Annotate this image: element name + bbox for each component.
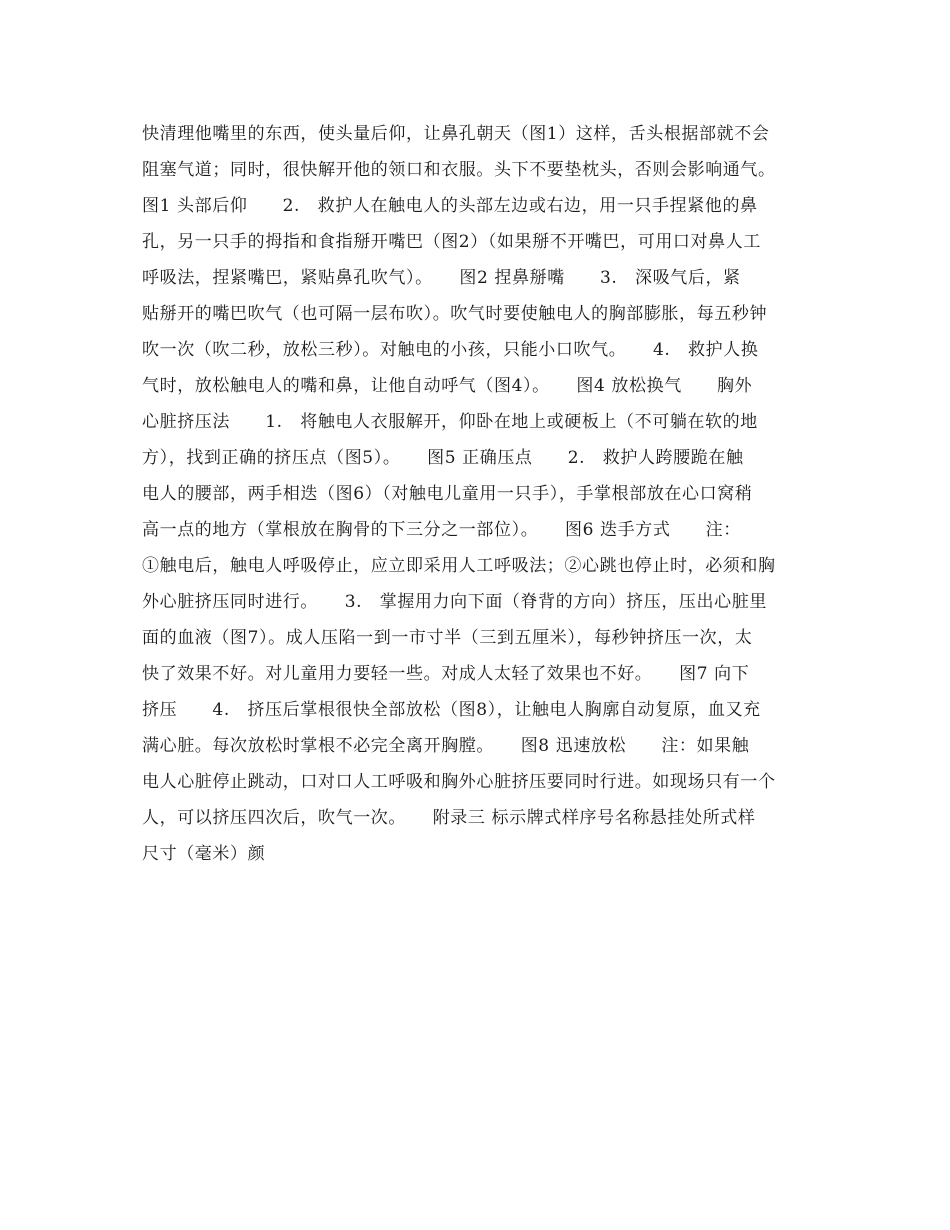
text-line: 贴掰开的嘴巴吹气（也可隔一层布吹）。吹气时要使触电人的胸部膨胀，每五秒钟 [142,304,768,324]
body-text [142,116,812,872]
text-line: ①触电后，触电人呼吸停止，应立即采用人工呼吸法；②心跳也停止时，必须和胸 [142,556,776,576]
text-line: 尺寸（毫米）颜 [142,844,266,864]
text-line: 高一点的地方（掌根放在胸骨的下三分之一部位）。 图6 迭手方式 注： [142,520,741,540]
text-line: 快了效果不好。对儿童用力要轻一些。对成人太轻了效果也不好。 图7 向下 [142,664,750,684]
text-line: 呼吸法，捏紧嘴巴，紧贴鼻孔吹气）。 图2 捏鼻掰嘴 3. 深吸气后，紧 [142,268,741,288]
text-line: 满心脏。每次放松时掌根不必完全离开胸膛。 图8 迅速放松 注：如果触 [142,736,750,756]
text-line: 方），找到正确的挤压点（图5）。 图5 正确压点 2. 救护人跨腰跪在触 [142,448,744,468]
text-line: 挤压 4. 挤压后掌根很快全部放松（图8），让触电人胸廓自动复原，血又充 [142,700,761,720]
text-line: 外心脏挤压同时进行。 3. 掌握用力向下面（脊背的方向）挤压，压出心脏里 [142,592,767,612]
text-line: 电人心脏停止跳动，口对口人工呼吸和胸外心脏挤压要同时行进。如现场只有一个 [142,772,776,792]
text-line: 气时，放松触电人的嘴和鼻，让他自动呼气（图4）。 图4 放松换气 胸外 [142,376,753,396]
text-line: 面的血液（图7）。成人压陷一到一市寸半（三到五厘米），每秒钟挤压一次，太 [142,628,753,648]
text-line: 阻塞气道；同时，很快解开他的领口和衣服。头下不要垫枕头，否则会影响通气。 [142,160,776,180]
text-line: 快清理他嘴里的东西，使头量后仰，让鼻孔朝天（图1）这样，舌头根据部就不会 [142,124,770,144]
text-line: 孔，另一只手的拇指和食指掰开嘴巴（图2）（如果掰不开嘴巴，可用口对鼻人工 [142,232,761,252]
text-line: 心脏挤压法 1. 将触电人衣服解开，仰卧在地上或硬板上（不可躺在软的地 [142,412,758,432]
text-line: 吹一次（吹二秒，放松三秒）。对触电的小孩，只能小口吹气。 4. 救护人换 [142,340,759,360]
text-line: 电人的腰部，两手相迭（图6）（对触电儿童用一只手），手掌根部放在心口窝稍 [142,484,753,504]
text-line: 图1 头部后仰 2. 救护人在触电人的头部左边或右边，用一只手捏紧他的鼻 [142,196,758,216]
text-line: 人，可以挤压四次后，吹气一次。 附录三 标示牌式样序号名称悬挂处所式样 [142,808,756,828]
